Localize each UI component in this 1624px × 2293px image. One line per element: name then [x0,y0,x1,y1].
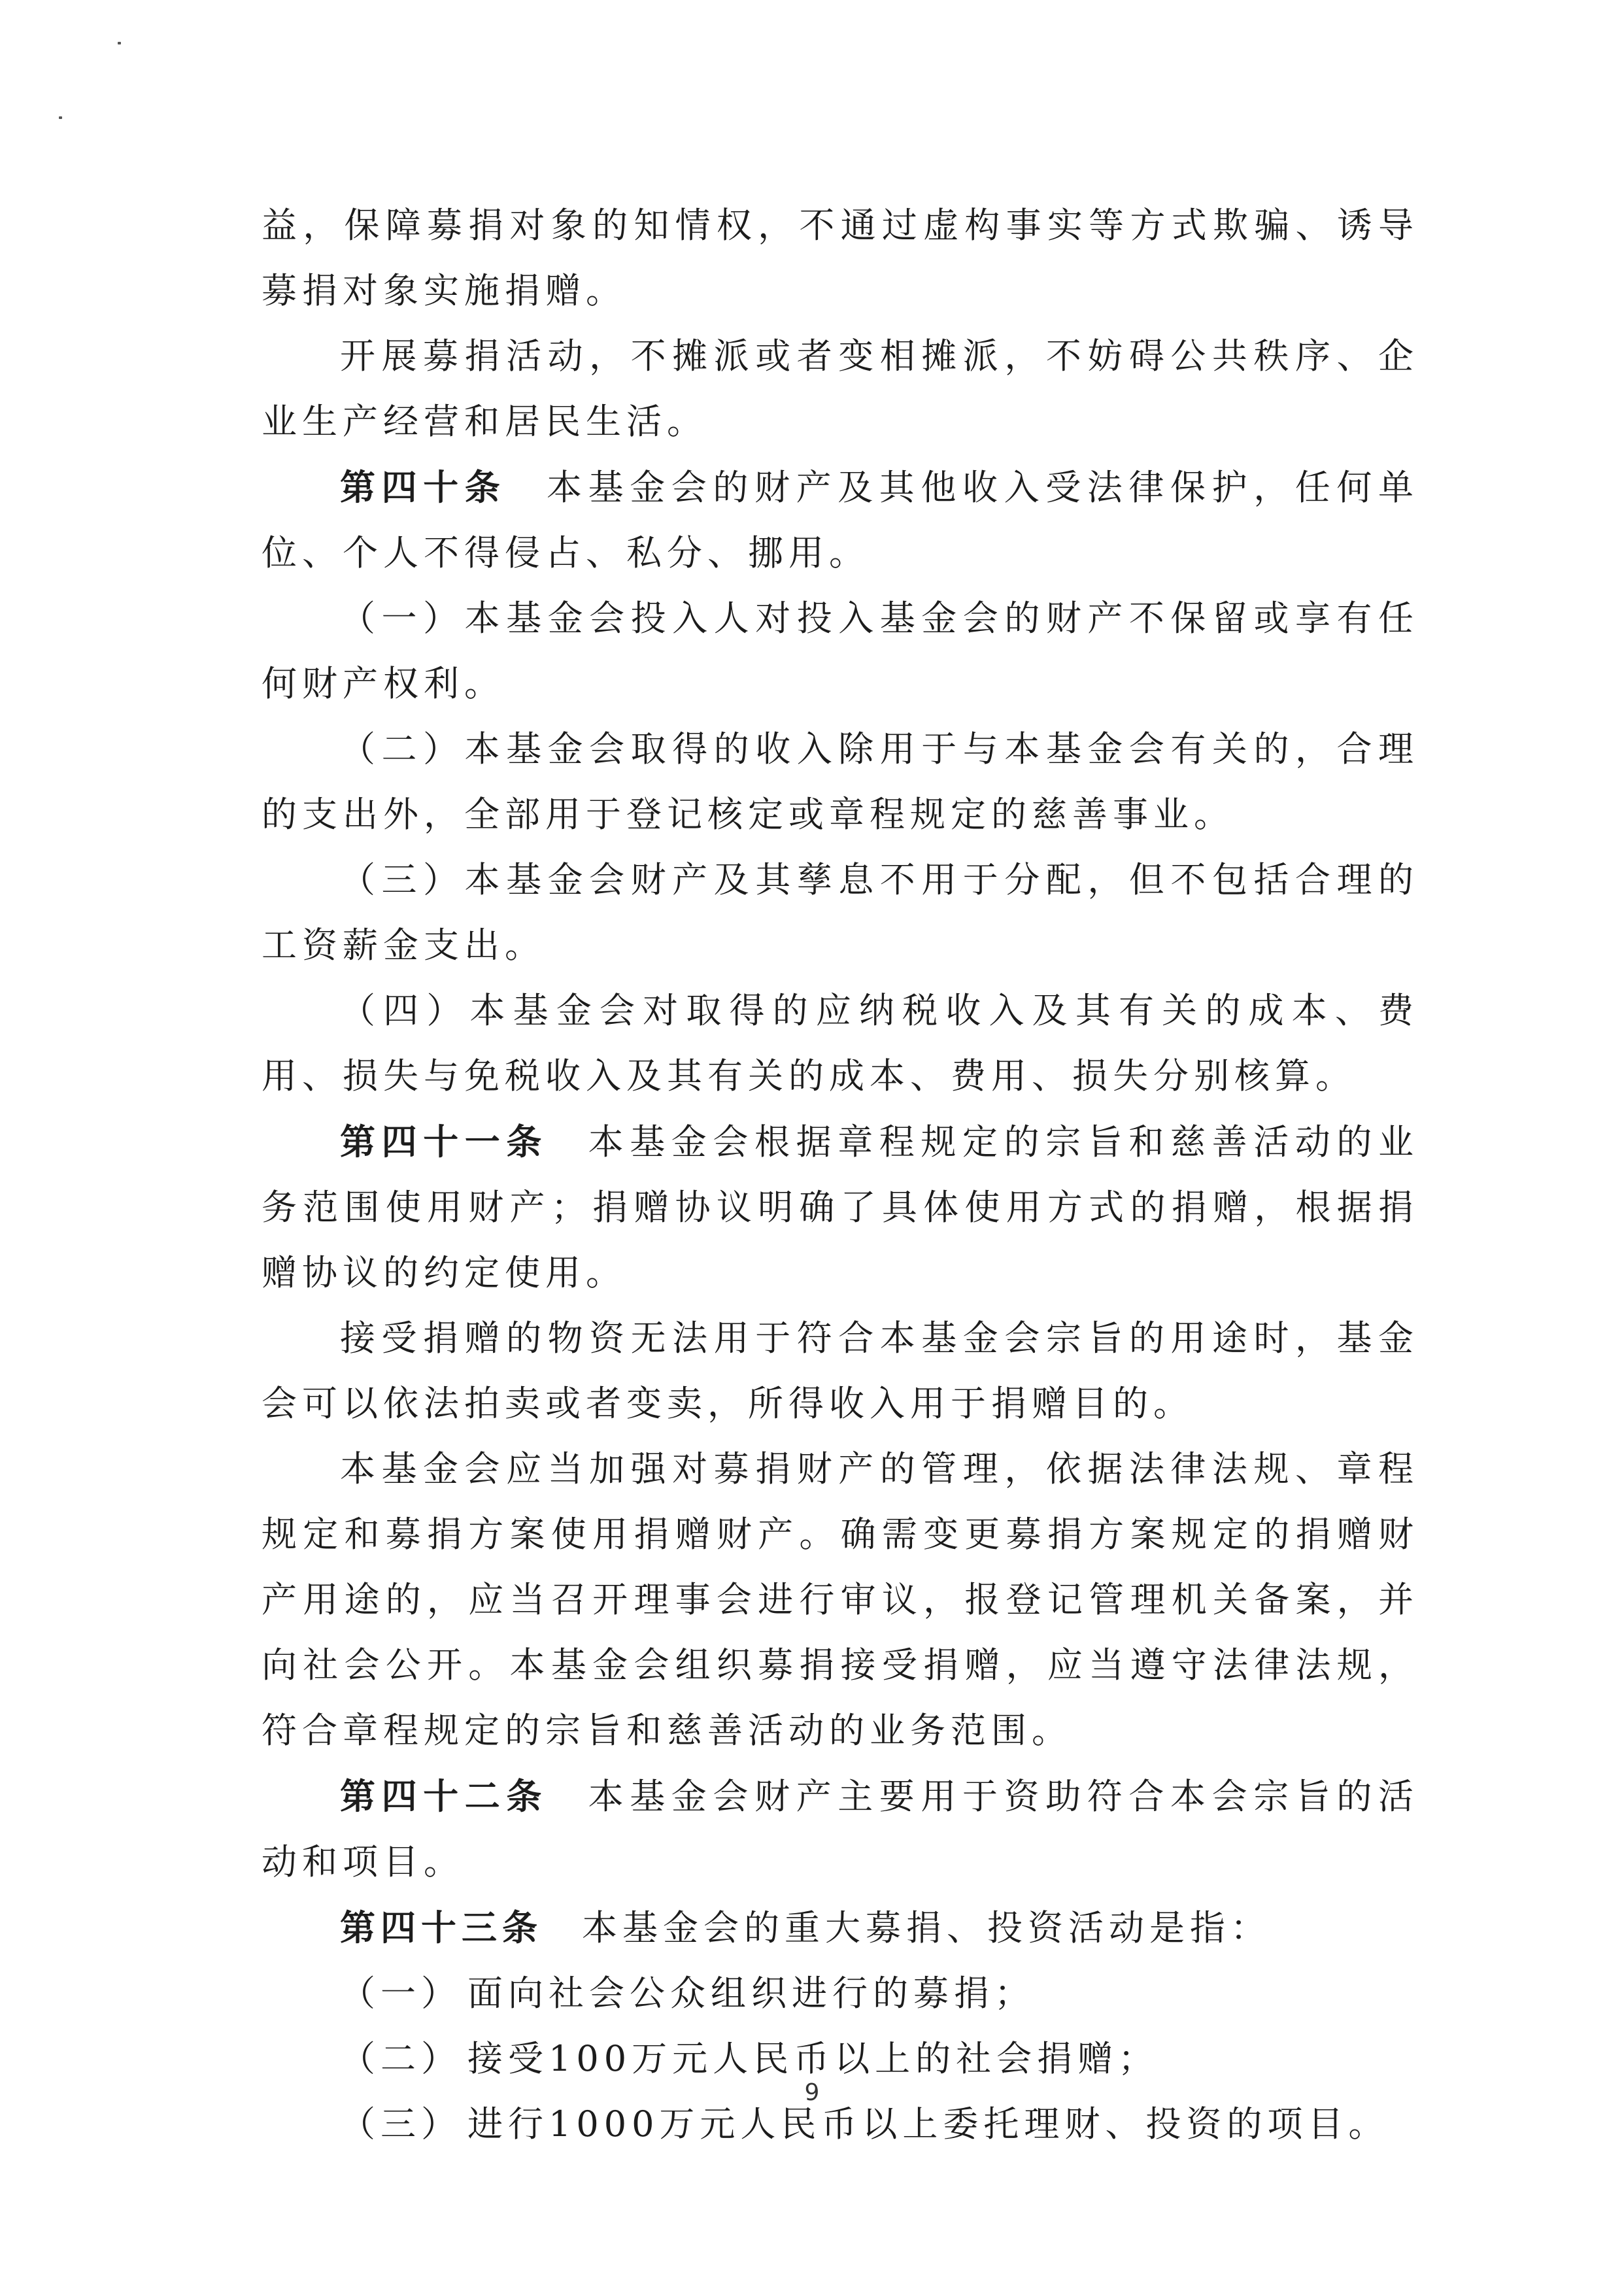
paragraph: 本基金会应当加强对募捐财产的管理，依据法律法规、章程规定和募捐方案使用捐赠财产。确需变更募捐方案规定的捐赠财产用途的，应当召开理事会进行审议，报登记管理机关备案，并向社会公开。本基金会组织募捐接受捐赠，应当遵守法律法规，符合章程规定的宗旨和慈善活动的业务范围。 [262,1448,1419,1751]
article-heading: 第四十三条 [340,1907,543,1948]
paragraph: （三）本基金会财产及其孳息不用于分配，但不包括合理的工资薪金支出。 [262,859,1419,966]
article-text: 本基金会财产主要用于资助符合本会宗旨的活动和项目。 [262,1776,1419,1882]
article-text: 本基金会的重大募捐、投资活动是指： [582,1907,1271,1948]
scan-speck [59,116,62,119]
list-item-text: 进行1000万元人民币以上委托理财、投资的项目。 [467,2103,1389,2145]
article-heading: 第四十一条 [340,1121,548,1163]
list-item-number: （二） [340,2038,462,2079]
article-heading: 第四十二条 [340,1775,548,1817]
list-item-number: （三） [340,2103,462,2145]
list-item-text: 面向社会公众组织进行的募捐； [467,1973,1035,2014]
article-43 [262,1895,1419,1961]
scan-speck [118,42,121,44]
paragraph: 益，保障募捐对象的知情权，不通过虚构事实等方式欺骗、诱导募捐对象实施捐赠。 [262,205,1419,311]
article-41 [262,1109,1419,1306]
article-heading: 第四十条 [340,466,507,508]
article-42 [262,1763,1419,1895]
paragraph: （二）本基金会取得的收入除用于与本基金会有关的，合理的支出外，全部用于登记核定或章程规定的慈善事业。 [262,728,1419,835]
article-40 [262,454,1419,586]
article-text: 本基金会根据章程规定的宗旨和慈善活动的业务范围使用财产；捐赠协议明确了具体使用方式的捐赠，根据捐赠协议的约定使用。 [262,1121,1419,1293]
list-item-text: 接受100万元人民币以上的社会捐赠； [467,2038,1159,2079]
paragraph: （一）本基金会投入人对投入基金会的财产不保留或享有任何财产权利。 [262,598,1419,704]
paragraph: （四）本基金会对取得的应纳税收入及其有关的成本、费用、损失与免税收入及其有关的成本、费用、损失分别核算。 [262,990,1419,1096]
document-body [262,193,1419,2157]
list-item [262,1961,1419,2026]
page-number: 9 [804,2079,820,2106]
paragraph: 接受捐赠的物资无法用于符合本基金会宗旨的用途时，基金会可以依法拍卖或者变卖，所得收入用于捐赠目的。 [262,1317,1419,1424]
paragraph: 开展募捐活动，不摊派或者变相摊派，不妨碍公共秩序、企业生产经营和居民生活。 [262,335,1419,442]
article-text: 本基金会的财产及其他收入受法律保护，任何单位、个人不得侵占、私分、挪用。 [262,467,1419,573]
list-item-number: （一） [340,1973,462,2014]
